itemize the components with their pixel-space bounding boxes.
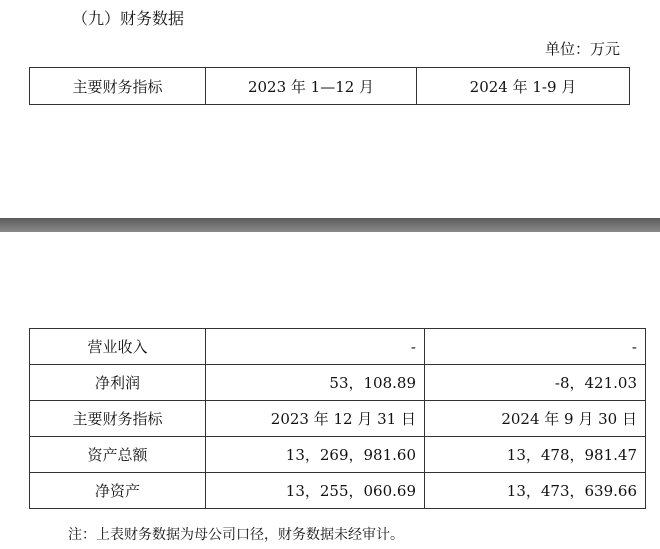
cell-2024: 2024 年 9 月 30 日 <box>425 401 646 437</box>
table-row <box>30 473 646 509</box>
table-row <box>30 401 646 437</box>
header-cell-indicator: 主要财务指标 <box>30 68 206 105</box>
cell-2023: 13，255，060.69 <box>206 473 425 509</box>
cell-2023: - <box>206 329 425 365</box>
cell-2024: -8，421.03 <box>425 365 646 401</box>
table-row <box>30 437 646 473</box>
row-label: 营业收入 <box>30 329 206 365</box>
header-cell-2023: 2023 年 1—12 月 <box>206 68 417 105</box>
cell-2023: 53，108.89 <box>206 365 425 401</box>
row-label: 资产总额 <box>30 437 206 473</box>
table-row <box>30 365 646 401</box>
table-row <box>30 329 646 365</box>
cell-2024: 13，473，639.66 <box>425 473 646 509</box>
header-cell-2024: 2024 年 1-9 月 <box>417 68 630 105</box>
cell-2024: - <box>425 329 646 365</box>
financial-table-body <box>29 328 646 509</box>
row-label: 主要财务指标 <box>30 401 206 437</box>
footnote: 注：上表财务数据为母公司口径，财务数据未经审计。 <box>68 527 404 543</box>
financial-table-header <box>29 67 630 105</box>
cell-2024: 13，478，981.47 <box>425 437 646 473</box>
row-label: 净资产 <box>30 473 206 509</box>
table-row <box>30 68 630 105</box>
cell-2023: 2023 年 12 月 31 日 <box>206 401 425 437</box>
unit-label: 单位：万元 <box>544 40 620 58</box>
section-title: （九）财务数据 <box>72 9 185 28</box>
row-label: 净利润 <box>30 365 206 401</box>
page-break-band <box>0 218 660 232</box>
cell-2023: 13，269，981.60 <box>206 437 425 473</box>
